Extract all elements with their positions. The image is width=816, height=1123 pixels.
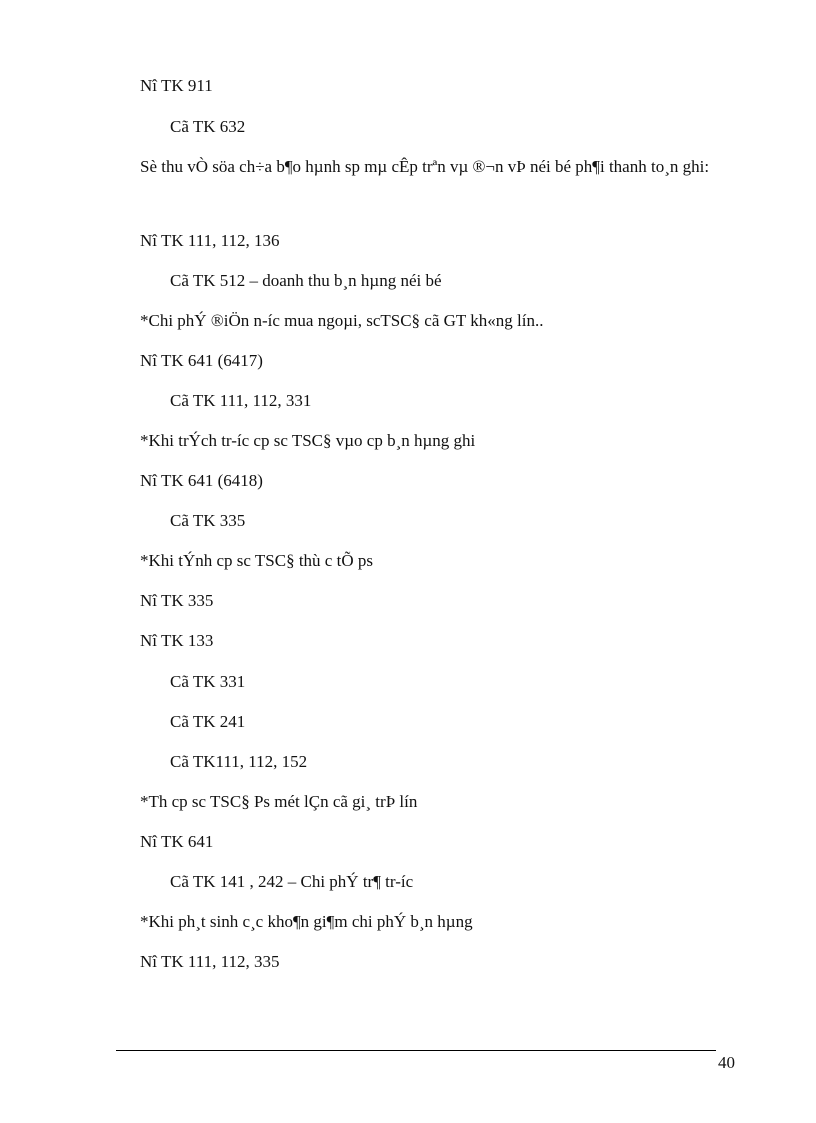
text-line: Cã TK 141 , 242 – Chi phÝ tr¶ tr-íc <box>170 872 414 891</box>
text-line: Nî TK 641 (6418) <box>140 471 263 490</box>
text-line: Cã TK 111, 112, 331 <box>170 391 312 410</box>
page-number: 40 <box>718 1053 735 1072</box>
text-line: *Khi trÝch tr-íc cp sc TSC§ vµo cp b¸n hµng ghi <box>140 431 476 450</box>
text-line: *Khi tÝnh cp sc TSC§ thù c tÕ ps <box>140 551 373 570</box>
text-line: Nî TK 911 <box>140 76 213 95</box>
text-paragraph: Sè thu vÒ söa ch÷a b¶o hµnh sp mµ cÊp trªn vµ ®¬n vÞ néi bé ph¶i thanh to¸n ghi: <box>140 157 710 176</box>
text-line: Nî TK 335 <box>140 591 214 610</box>
text-line: Cã TK 512 – doanh thu b¸n hµng néi bé <box>170 271 442 290</box>
text-line: Cã TK 335 <box>170 511 246 530</box>
text-line: Cã TK 241 <box>170 712 246 731</box>
text-line: Nî TK 111, 112, 136 <box>140 231 280 250</box>
text-line: Nî TK 111, 112, 335 <box>140 952 280 971</box>
text-line: *Th cp sc TSC§ Ps mét lÇn cã gi¸ trÞ lín <box>140 792 418 811</box>
text-line: Cã TK 331 <box>170 672 246 691</box>
text-line: Cã TK111, 112, 152 <box>170 752 308 771</box>
text-line: *Khi ph¸t sinh c¸c kho¶n gi¶m chi phÝ b¸n hµng <box>140 912 473 931</box>
text-line: *Chi phÝ ®iÖn n-íc mua ngoµi, scTSC§ cã GT kh«ng lín.. <box>140 311 544 330</box>
footer-rule <box>116 1050 716 1051</box>
text-line: Cã TK 632 <box>170 117 246 136</box>
text-line: Nî TK 641 (6417) <box>140 351 263 370</box>
text-line: Nî TK 133 <box>140 631 214 650</box>
text-line: Nî TK 641 <box>140 832 214 851</box>
